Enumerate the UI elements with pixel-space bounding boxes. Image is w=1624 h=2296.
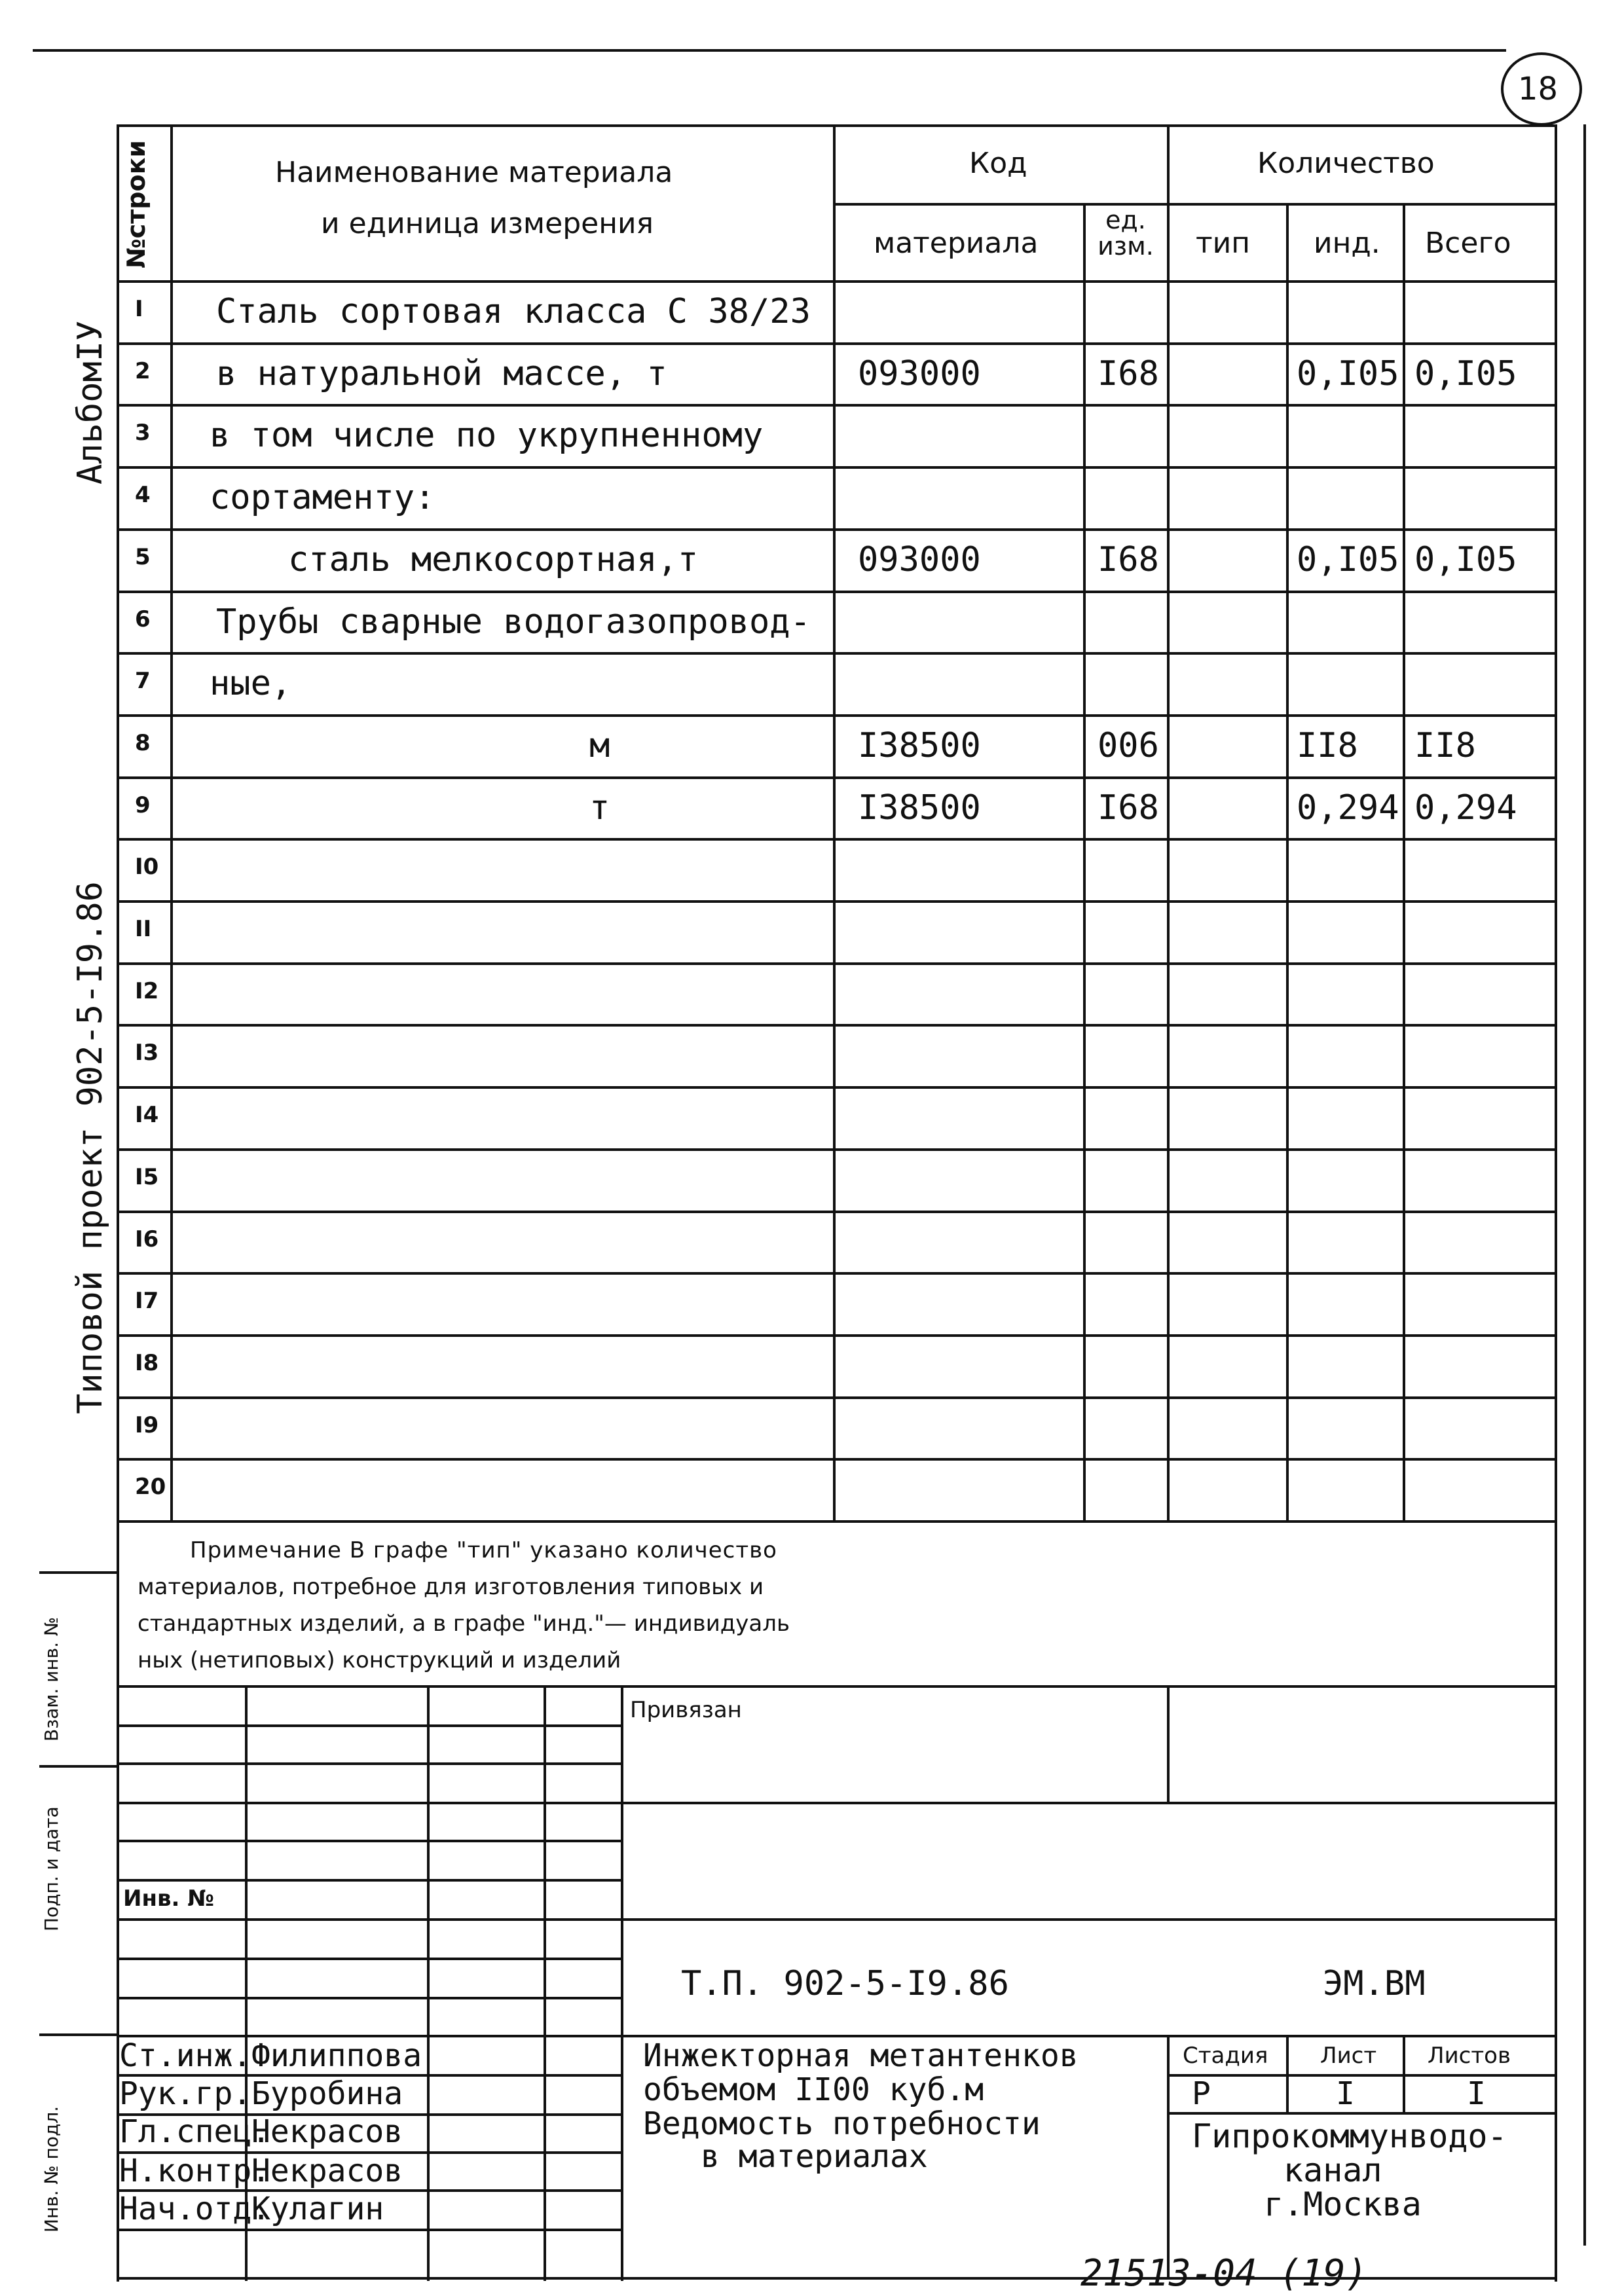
row-total: 0,294	[1414, 788, 1517, 828]
row-separator	[117, 962, 1557, 965]
header-total: Всего	[1425, 227, 1511, 260]
stamp-stage-h2	[1167, 2112, 1556, 2115]
row-separator	[117, 1334, 1557, 1337]
row-unit: I68	[1098, 354, 1159, 393]
right-edge	[1583, 124, 1586, 2246]
row-separator	[117, 776, 1557, 779]
row-code: I38500	[858, 788, 981, 828]
row-unit: 006	[1098, 726, 1159, 765]
stamp-h1	[117, 1724, 621, 1727]
header-name-2: и единица измерения	[321, 207, 654, 240]
row-number: I	[135, 296, 143, 322]
row-separator	[117, 1272, 1557, 1275]
side-box-2	[39, 1765, 118, 1768]
row-name: сталь мелкосортная,т	[288, 540, 699, 579]
row-unit: I68	[1098, 788, 1159, 828]
stamp-stage-left	[1167, 2035, 1170, 2277]
col-ind	[1286, 203, 1289, 1520]
stamp-stage-v2	[1403, 2035, 1405, 2112]
row-separator	[117, 1148, 1557, 1151]
stamp-h5	[117, 1879, 621, 1882]
row-number: 8	[135, 730, 151, 756]
row-number: I0	[135, 854, 159, 880]
header-name-1: Наименование материала	[275, 156, 673, 189]
row-number: I7	[135, 1288, 159, 1314]
row-total: 0,I05	[1414, 354, 1517, 393]
header-ind: инд.	[1314, 227, 1380, 260]
row-number: 3	[135, 420, 151, 446]
header-code: Код	[969, 147, 1027, 180]
row-name: Сталь сортовая класса С 38/23	[216, 292, 811, 331]
sheet-label: Лист	[1320, 2043, 1377, 2069]
staff-role: Гл.спец.	[119, 2113, 271, 2150]
stamp-stage-v1	[1286, 2035, 1289, 2112]
row-number: I3	[135, 1040, 159, 1066]
row-ind: II8	[1297, 726, 1358, 765]
table-right	[1555, 124, 1557, 2282]
note-line-2: материалов, потребное для изготовления типовых и	[138, 1574, 764, 1600]
header-quantity: Количество	[1257, 147, 1435, 180]
staff-role: Рук.гр.	[119, 2075, 252, 2112]
row-ind: 0,294	[1297, 788, 1399, 828]
col-type	[1167, 124, 1170, 1520]
note-line-1: Примечание В графе "тип" указано количество	[190, 1537, 777, 1563]
stamp-h2	[117, 1762, 621, 1765]
row-number: 9	[135, 792, 151, 818]
header-type: тип	[1196, 227, 1250, 260]
stamp-h4	[117, 1840, 621, 1842]
sheet-value: I	[1336, 2075, 1355, 2112]
row-name: сортаменту:	[210, 478, 435, 517]
staff-name: Филиппова	[251, 2037, 422, 2074]
row-name: т	[589, 788, 610, 828]
row-separator	[117, 1396, 1557, 1399]
row-unit: I68	[1098, 540, 1159, 579]
stamp-h6	[117, 1918, 1557, 1921]
row-separator	[117, 714, 1557, 717]
row-separator	[117, 652, 1557, 655]
table-top	[117, 124, 1557, 127]
stamp-v4	[621, 1685, 623, 2281]
staff-role: Н.контр.	[119, 2153, 271, 2189]
top-border	[33, 49, 1506, 52]
col-unit	[1083, 203, 1086, 1520]
row-total: II8	[1414, 726, 1476, 765]
row-separator	[117, 466, 1557, 469]
row-separator	[117, 900, 1557, 903]
doc-code: Т.П. 902-5-I9.86	[681, 1964, 1009, 2003]
doc-mark: ЭМ.ВМ	[1323, 1964, 1426, 2003]
side-album: АльбомIУ	[71, 320, 110, 484]
row-number: 2	[135, 358, 151, 384]
row-number: I5	[135, 1164, 159, 1190]
row-number: 6	[135, 606, 151, 632]
side-inv-podl: Инв. № подл.	[41, 2105, 62, 2232]
row-name: в натуральной массе, т	[216, 354, 667, 393]
org-line-3: г.Москва	[1264, 2185, 1422, 2223]
row-number: I2	[135, 978, 159, 1004]
header-material: материала	[874, 227, 1039, 260]
bottom-number: 21513-04 (19)	[1080, 2252, 1368, 2295]
row-number: 7	[135, 668, 151, 694]
title-line-2: объемом II00 куб.м	[643, 2071, 984, 2108]
header-unit: ед. изм.	[1098, 206, 1154, 261]
row-number: 4	[135, 482, 151, 508]
row-number: 5	[135, 544, 151, 570]
row-separator	[117, 404, 1557, 407]
row-name: Трубы сварные водогазопровод-	[216, 602, 811, 642]
page-number: 18	[1518, 71, 1559, 107]
row-total: 0,I05	[1414, 540, 1517, 579]
row-separator	[117, 838, 1557, 841]
stamp-h8	[117, 1997, 621, 1999]
row-separator	[117, 342, 1557, 345]
side-podpis: Подп. и дата	[41, 1806, 62, 1931]
staff-role: Ст.инж.	[119, 2037, 252, 2074]
staff-name: Буробина	[251, 2075, 403, 2112]
side-box-3	[39, 2033, 118, 2036]
col-code	[833, 124, 836, 1520]
row-separator	[117, 1211, 1557, 1213]
row-number: 20	[135, 1474, 166, 1500]
stamp-stage-h1	[1167, 2074, 1556, 2077]
row-name: м	[589, 726, 610, 765]
staff-name: Некрасов	[251, 2113, 403, 2150]
title-line-1: Инжекторная метантенков	[643, 2037, 1079, 2074]
header-bottom	[117, 280, 1557, 283]
header-mid	[833, 203, 1555, 206]
row-separator	[117, 528, 1557, 531]
row-number: II	[135, 916, 152, 942]
note-line-3: стандартных изделий, а в графе "инд."— индивидуаль	[138, 1611, 790, 1637]
stage-label: Стадия	[1183, 2043, 1268, 2069]
side-project: Типовой проект 902-5-I9.86	[71, 881, 110, 1414]
col-rowno	[170, 124, 173, 1520]
stage-value: Р	[1192, 2075, 1211, 2112]
note-line-4: ных (нетиповых) конструкций и изделий	[138, 1647, 621, 1673]
stamp-h14	[117, 2229, 621, 2231]
row-number: I9	[135, 1412, 159, 1438]
row-number: I6	[135, 1226, 159, 1252]
privyazan-label: Привязан	[630, 1697, 742, 1723]
row-ind: 0,I05	[1297, 540, 1399, 579]
row-name: ные,	[210, 664, 292, 703]
row-separator	[117, 1024, 1557, 1027]
stamp-h3	[117, 1802, 1557, 1804]
row-separator	[117, 1086, 1557, 1089]
title-line-3: Ведомость потребности	[643, 2105, 1041, 2142]
row-ind: 0,I05	[1297, 354, 1399, 393]
sheets-label: Листов	[1428, 2043, 1511, 2069]
stamp-v5	[1167, 1685, 1170, 1802]
staff-name: Некрасов	[251, 2153, 403, 2189]
row-code: I38500	[858, 726, 981, 765]
org-line-1: Гипрокоммунводо-	[1192, 2117, 1507, 2155]
row-separator	[117, 1458, 1557, 1461]
staff-role: Нач.отд.	[119, 2191, 271, 2227]
col-total	[1403, 203, 1405, 1520]
row-code: 093000	[858, 354, 981, 393]
stamp-h7	[117, 1958, 621, 1960]
row-name: в том числе по укрупненному	[210, 416, 764, 455]
org-line-2: канал	[1283, 2151, 1382, 2189]
row-number: I8	[135, 1350, 159, 1376]
row-separator	[117, 591, 1557, 593]
inv-no-label: Инв. №	[123, 1886, 215, 1912]
header-row-no: №строки	[122, 140, 151, 268]
side-vzam: Взам. инв. №	[41, 1616, 62, 1741]
title-line-4: в материалах	[701, 2138, 928, 2175]
stamp-top	[117, 1685, 1557, 1688]
table-bottom	[117, 1520, 1557, 1523]
row-code: 093000	[858, 540, 981, 579]
staff-name: Кулагин	[251, 2191, 384, 2227]
row-number: I4	[135, 1102, 159, 1128]
sheets-value: I	[1467, 2075, 1486, 2112]
side-box-1	[39, 1571, 118, 1574]
